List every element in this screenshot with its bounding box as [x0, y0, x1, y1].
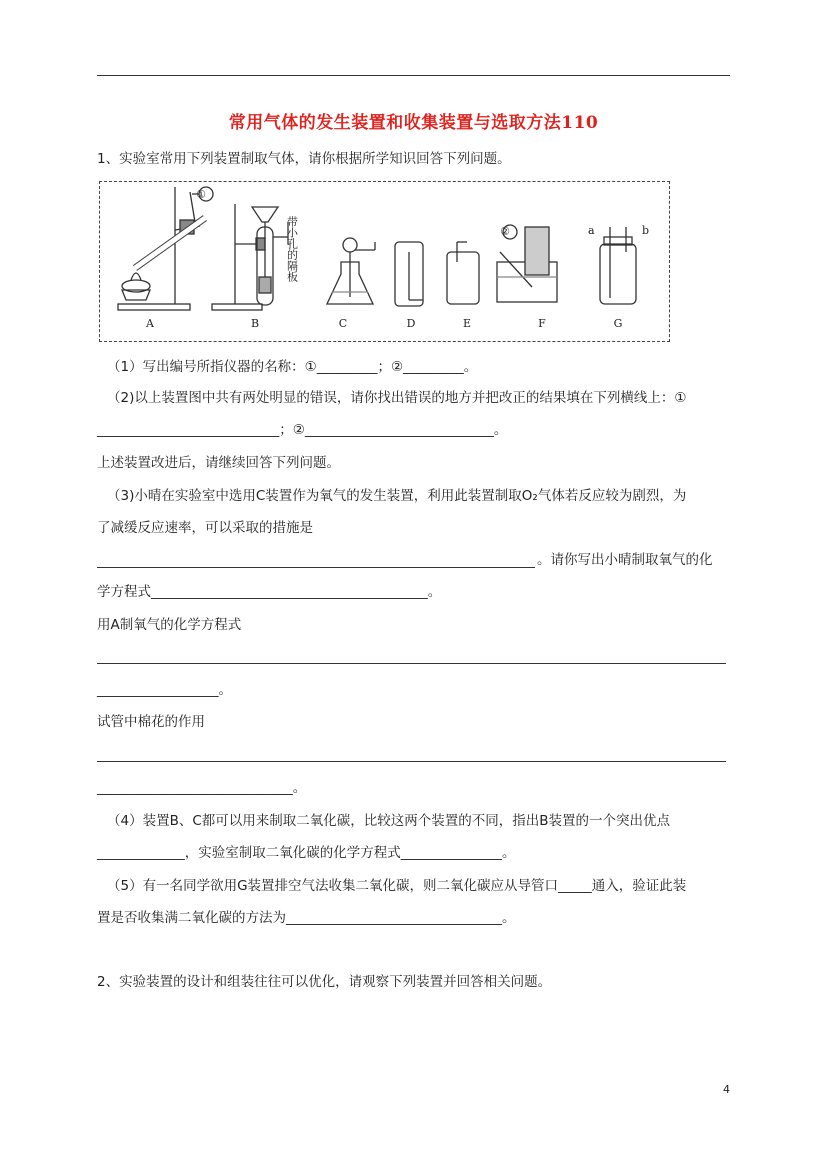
port-b-label: b	[642, 224, 650, 237]
q1-part3-a-equation-end: __________________。	[97, 682, 232, 698]
marker-2: ②	[500, 225, 510, 238]
q1-part5-line1: （5）有一名同学欲用G装置排空气法收集二氧化碳，则二氧化碳应从导管口_____通入，验证此装	[107, 878, 687, 894]
q2-intro: 2、实验装置的设计和组装往往可以优化，请观察下列装置并回答相关问题。	[97, 974, 552, 990]
q1-part2-note: 上述装置改进后，请继续回答下列问题。	[97, 455, 340, 471]
label-b: B	[250, 317, 260, 330]
q1-part4-line1: （4）装置B、C都可以用来制取二氧化碳，比较这两个装置的不同，指出B装置的一个突出优点	[107, 813, 671, 829]
port-a-label: a	[588, 224, 595, 237]
answer-line-3a	[97, 567, 535, 568]
header-rule	[97, 75, 730, 76]
q1-part2-line1: （2)以上装置图中共有两处明显的错误，请你找出错误的地方并把改正的结果填在下列横线上：①	[107, 390, 687, 406]
apparatus-b	[212, 204, 288, 310]
label-c: C	[338, 317, 348, 330]
apparatus-g	[600, 227, 636, 304]
label-a: A	[146, 317, 154, 330]
q1-part1: （1）写出编号所指仪器的名称：①_________；②_________。	[107, 359, 478, 375]
label-g: G	[613, 317, 623, 330]
marker-1: ①	[196, 188, 206, 201]
q1-part3-cotton-label: 试管中棉花的作用	[97, 714, 205, 730]
q1-part3-line1: （3)小晴在实验室中选用C装置作为氧气的发生装置，利用此装置制取O₂气体若反应较为剧烈，为	[107, 488, 687, 504]
partition-note: 带小孔的隔板	[285, 216, 299, 282]
apparatus-a	[118, 187, 213, 310]
page-number: 4	[723, 1083, 730, 1096]
label-d: D	[406, 317, 416, 330]
q1-part3-a-equation-label: 用A制氧气的化学方程式	[97, 617, 242, 633]
q1-intro: 1、实验室常用下列装置制取气体，请你根据所学知识回答下列问题。	[97, 151, 511, 167]
apparatus-d	[395, 242, 423, 306]
q1-part3-line4: 学方程式_________________________________________。	[97, 584, 442, 600]
q1-part3-line3: 。请你写出小晴制取氧气的化	[537, 552, 713, 568]
answer-line-3c	[97, 761, 726, 762]
q1-part5-line2: 置是否收集满二氧化碳的方法为________________________________。	[97, 910, 516, 926]
apparatus-drawing	[100, 182, 669, 341]
q1-part3-cotton-end: _____________________________。	[97, 780, 307, 796]
page-title: 常用气体的发生装置和收集装置与选取方法110	[228, 113, 599, 133]
q1-part3-line2: 了减缓反应速率，可以采取的措施是	[97, 520, 313, 536]
q1-part2-line2: ___________________________；②____________________________。	[97, 422, 508, 438]
apparatus-figure	[99, 181, 670, 342]
label-e: E	[462, 317, 472, 330]
apparatus-e	[447, 242, 479, 304]
label-f: F	[538, 317, 546, 330]
apparatus-c	[327, 238, 375, 304]
q1-part4-line2: _____________，实验室制取二氧化碳的化学方程式_______________。	[97, 845, 516, 861]
answer-line-3b	[97, 663, 726, 664]
